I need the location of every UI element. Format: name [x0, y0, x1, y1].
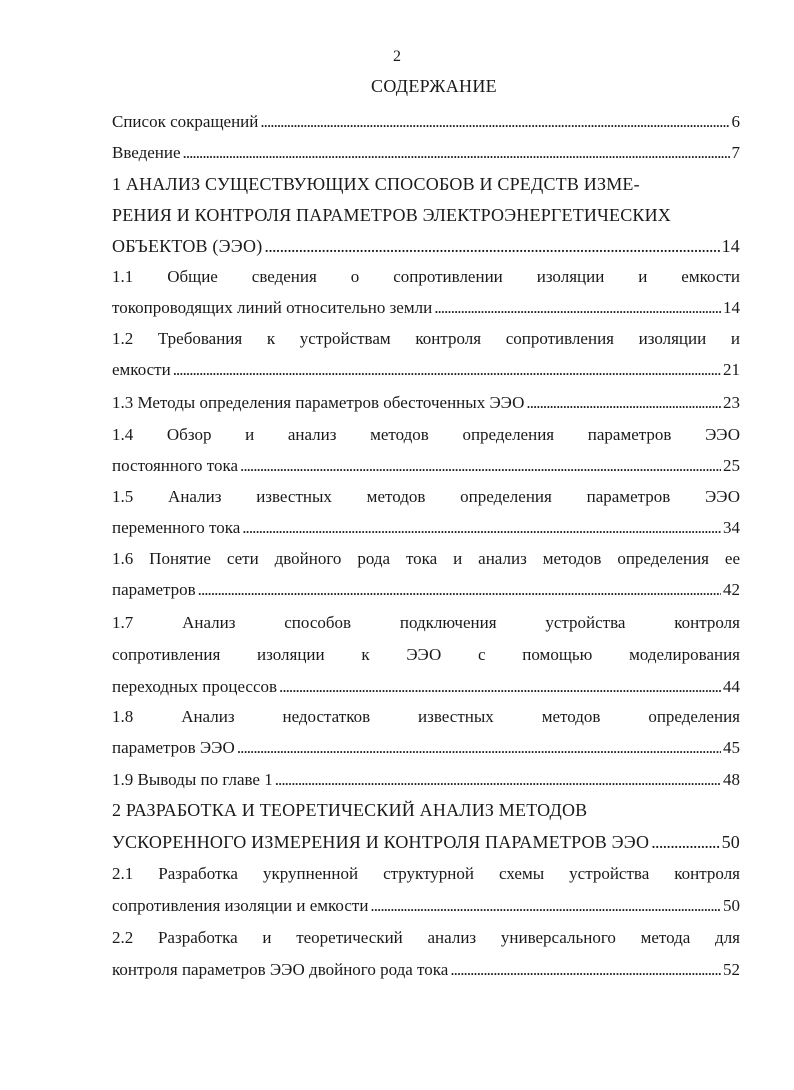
toc-entry-1-3[interactable]: 1.3 Методы определения параметров обесточенных ЭЭО . . . 23: [112, 391, 740, 415]
page-title: СОДЕРЖАНИЕ: [371, 76, 497, 96]
page-number: 2: [393, 48, 401, 65]
toc-entry-introduction[interactable]: Введение . . . 7: [112, 141, 740, 165]
toc-entry-1-9[interactable]: 1.9 Выводы по главе 1 . . . 48: [112, 768, 740, 792]
document-page: 2 СОДЕРЖАНИЕ Список сокращений . . . 6 Введение . . . 7 1 АНАЛИЗ СУЩЕСТВУЮЩИХ СПОСОБОВ И СРЕДСТВ ИЗМЕ- РЕНИЯ И КОНТРОЛЯ ПАРАМЕТРОВ ЭЛЕКТРОЭНЕРГЕТИЧЕСКИХ ОБЪЕКТОВ (ЭЭО) . . . 14 1.1 Общие сведения о сопротивлении изоляции и емкости токопроводящих линий относительно земли . . . 14 1.2 Требования к устройствам контроля сопротивления изоляции и емкости . . . 21 1.3 Методы определения параметров обесточенных ЭЭО . . . 23 1.4 Обзор и анализ методов определения параметров ЭЭО постоянного тока . . . 25 1.5 Анализ известных методов определения параметров ЭЭО переменного тока . . . 34 1.6 Понятие сети двойного рода тока и анализ методов определения ее параметров . . . 42 1.7 Анализ способов подключения устройства контроля сопротивления изоляции к ЭЭО с помощью моделирования переходных процессов . . . 44 1.8 Анализ недостатков известных методов определения параметров ЭЭО . . . 45 1.9 Выводы по главе 1 . . . 48 2 РАЗРАБОТКА И ТЕОРЕТИЧЕСКИЙ АНАЛИЗ МЕТОДОВ УСКОРЕННОГО ИЗМЕРЕНИЯ И КОНТРОЛЯ ПАРАМЕТРОВ ЭЭО . . . 50 2.1 Разработка укрупненной структурной схемы устройства контроля сопротивления изоляции и емкости . . . 50 2.2 Разработка и теоретический анализ универсального метода для контроля параметров ЭЭО двойного рода тока . . . 52: [0, 0, 794, 1090]
toc-entry-abbreviations[interactable]: Список сокращений . . . 6: [112, 110, 740, 134]
